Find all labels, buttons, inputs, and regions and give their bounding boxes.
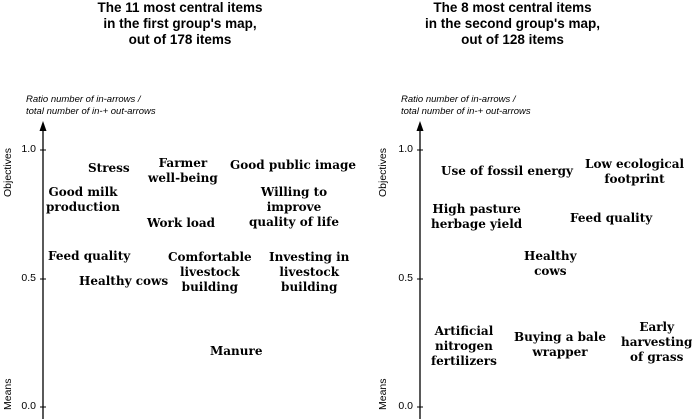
title-line: The 11 most central items [97, 0, 263, 15]
title-line: The 8 most central items [433, 0, 592, 15]
item-use-of-fossil-energy: Use of fossil energy [441, 164, 574, 178]
tick-label: 1.0 [21, 143, 36, 155]
title-line: out of 178 items [128, 32, 232, 47]
item-investing-in-livestock-building: Investing in livestock building [269, 250, 350, 294]
title-line: out of 128 items [461, 32, 564, 47]
item-good-public-image: Good public image [230, 158, 356, 172]
means-label: Means [377, 378, 389, 410]
item-early-harvesting-of-grass: Early harvesting of grass [621, 320, 692, 364]
item-stress: Stress [88, 161, 130, 175]
axis-title-line: Ratio number of in-arrows / [26, 94, 141, 105]
item-feed-quality: Feed quality [48, 249, 131, 263]
item-buying-a-bale-wrapper: Buying a bale wrapper [514, 330, 607, 359]
item-good-milk-production: Good milk production [46, 185, 120, 214]
item-work-load: Work load [147, 216, 216, 230]
tick-label: 0.5 [398, 272, 413, 284]
item-healthy-cows: Healthy cows [79, 274, 169, 288]
means-label: Means [2, 378, 14, 410]
title-line: in the first group's map, [103, 16, 257, 31]
item-feed-quality: Feed quality [570, 211, 653, 225]
tick-label: 0.0 [398, 400, 413, 412]
tick-label: 0.0 [21, 400, 36, 412]
tick-label: 1.0 [398, 143, 413, 155]
tick-label: 0.5 [21, 272, 36, 284]
item-high-pasture-herbage-yield: High pasture herbage yield [431, 202, 523, 231]
axis-title-line: Ratio number of in-arrows / [401, 94, 516, 105]
item-comfortable-livestock-building: Comfortable livestock building [168, 250, 252, 294]
item-manure: Manure [210, 344, 263, 358]
axis-title-line: total number of in-+ out-arrows [26, 106, 156, 117]
objectives-label: Objectives [2, 147, 14, 197]
second-group-panel [345, 0, 692, 419]
objectives-label: Objectives [377, 147, 389, 197]
item-farmer-well-being: Farmer well-being [148, 156, 218, 185]
axis-title-line: total number of in-+ out-arrows [401, 106, 531, 117]
item-low-ecological-footprint: Low ecological footprint [585, 157, 685, 186]
item-willing-to-improve-quality-of-life: Willing to improve quality of life [249, 185, 339, 229]
title-line: in the second group's map, [425, 16, 600, 31]
item-healthy-cows: Healthy cows [524, 249, 577, 278]
item-artificial-nitrogen-fertilizers: Artificial nitrogen fertilizers [431, 324, 497, 368]
